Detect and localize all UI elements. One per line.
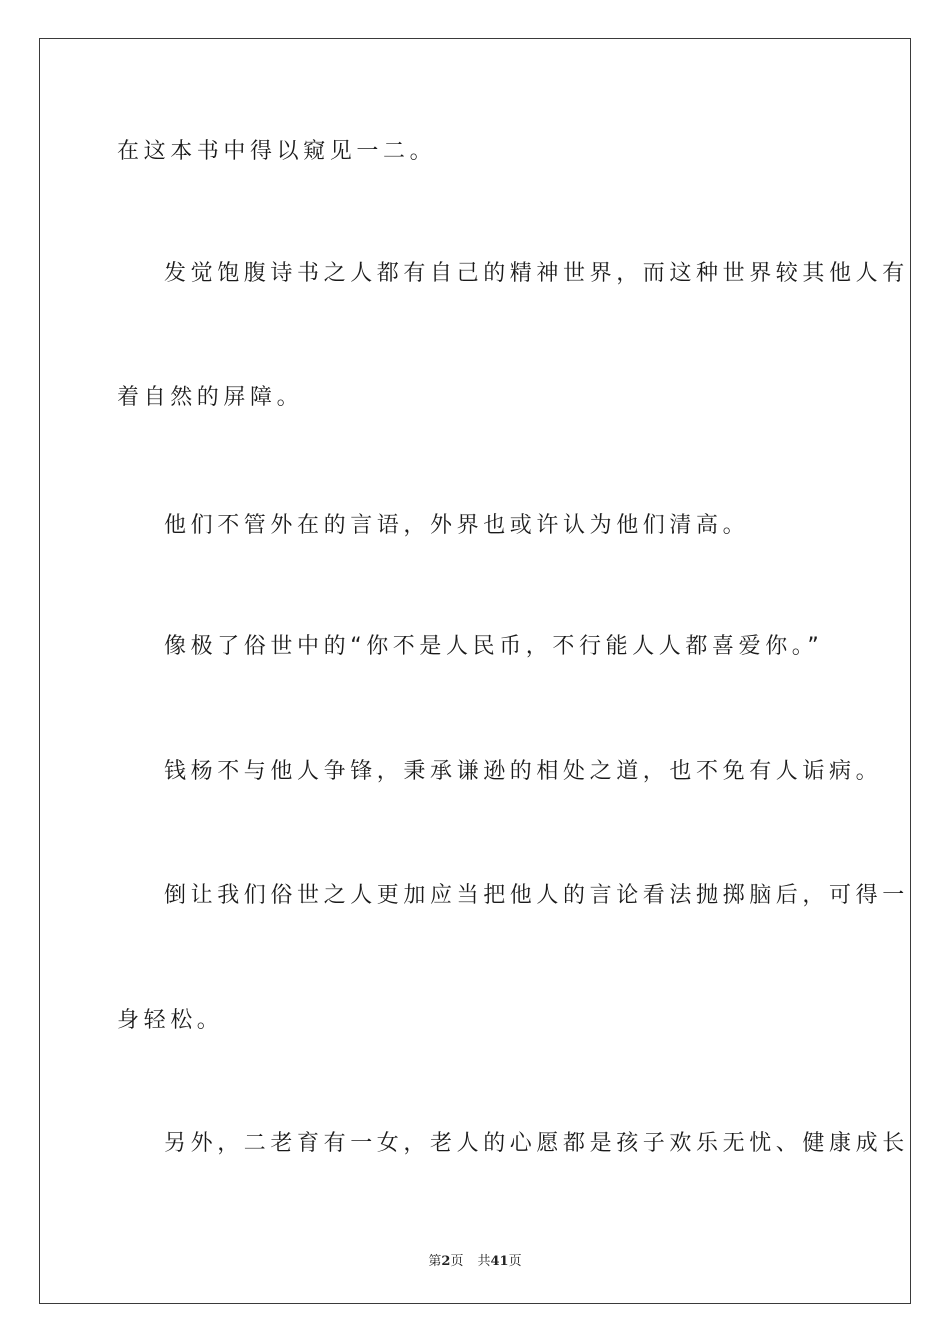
page-prefix: 第 [428, 1254, 442, 1269]
page-footer [0, 1250, 950, 1269]
paragraph-start-line: 另外，二老育有一女，老人的心愿都是孩子欢乐无忧、健康成长 [164, 1131, 909, 1156]
total-suffix: 页 [508, 1254, 522, 1269]
page-border [39, 38, 911, 1304]
text-line-1: 在这本书中得以窥见一二。 [117, 139, 437, 164]
paragraph-start-line: 钱杨不与他人争锋，秉承谦逊的相处之道，也不免有人诟病。 [164, 759, 883, 784]
total-pages: 41 [490, 1254, 509, 1269]
page-number: 2 [441, 1254, 451, 1269]
paragraph-start-line: 像极了俗世中的“你不是人民币，不行能人人都喜爱你。” [164, 634, 824, 659]
text-line-8: 身轻松。 [117, 1008, 224, 1033]
page-suffix: 页 [450, 1254, 464, 1269]
text-line-3: 着自然的屏障。 [117, 385, 304, 410]
paragraph-start-line: 倒让我们俗世之人更加应当把他人的言论看法抛掷脑后，可得一 [164, 883, 909, 908]
paragraph-start-line: 他们不管外在的言语，外界也或许认为他们清高。 [164, 513, 750, 538]
total-prefix: 共 [477, 1254, 491, 1269]
paragraph-start-line: 发觉饱腹诗书之人都有自己的精神世界，而这种世界较其他人有 [164, 261, 909, 286]
